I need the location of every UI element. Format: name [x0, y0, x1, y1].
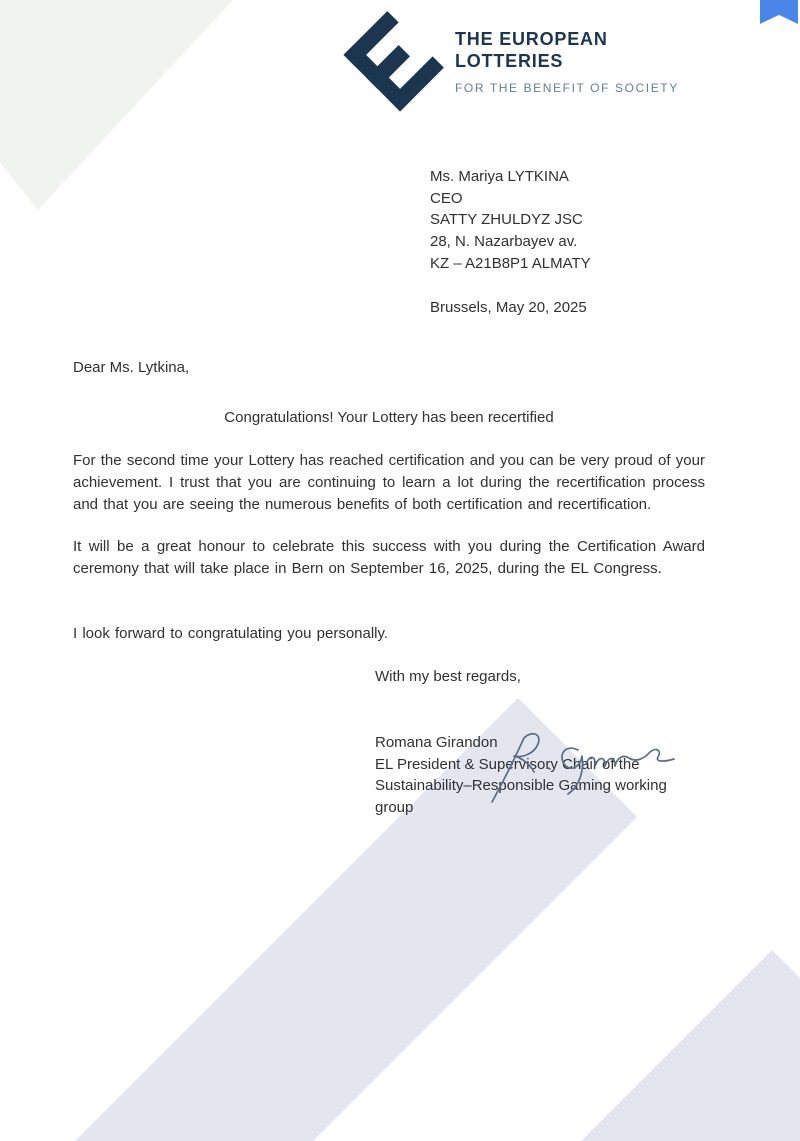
- salutation: Dear Ms. Lytkina,: [73, 359, 190, 376]
- signer-title-line2: Sustainability–Responsible Gaming working group: [375, 777, 667, 817]
- signer-name: Romana Girandon: [375, 734, 498, 751]
- recipient-address-block: [430, 166, 591, 318]
- recipient-company: SATTY ZHULDYZ JSC: [430, 211, 583, 229]
- logo-tagline: FOR THE BENEFIT OF SOCIETY: [455, 81, 679, 95]
- signer-title-line1: EL President & Supervisory Chair of the: [375, 755, 640, 773]
- recipient-role: CEO: [430, 189, 463, 207]
- headline: Congratulations! Your Lottery has been recertified: [224, 409, 554, 426]
- signature-block: [375, 732, 705, 819]
- logo-title-line2: LOTTERIES: [455, 51, 564, 71]
- closing: With my best regards,: [375, 668, 521, 685]
- recipient-city: KZ – A21B8P1 ALMATY: [430, 254, 591, 272]
- paragraph-2: It will be a great honour to celebrate this success with you during the Certification Award ceremony that will take place in Bern on September 16, 2025, during the EL Congress.: [73, 538, 705, 577]
- logo-text: [455, 12, 679, 112]
- logo: [343, 12, 679, 112]
- recipient-street: 28, N. Nazarbayev av.: [430, 233, 578, 251]
- el-logo-mark-icon: [343, 12, 443, 112]
- letter-body: [73, 357, 705, 819]
- watermark-bottom-right-chevron: [581, 950, 800, 1141]
- watermark-green-corner: [0, 0, 233, 210]
- paragraph-3: I look forward to congratulating you personally.: [73, 625, 389, 642]
- paragraph-1: For the second time your Lottery has reached certification and you can be very proud of your achievement. I trust that you are continuing to learn a lot during the recertification process and that you are seeing the numerous benefits of both certification and recertification.: [73, 452, 705, 513]
- logo-title-line1: THE EUROPEAN: [455, 29, 608, 49]
- recipient-name: Ms. Mariya LYTKINA: [430, 168, 569, 185]
- dateline: Brussels, May 20, 2025: [430, 298, 587, 316]
